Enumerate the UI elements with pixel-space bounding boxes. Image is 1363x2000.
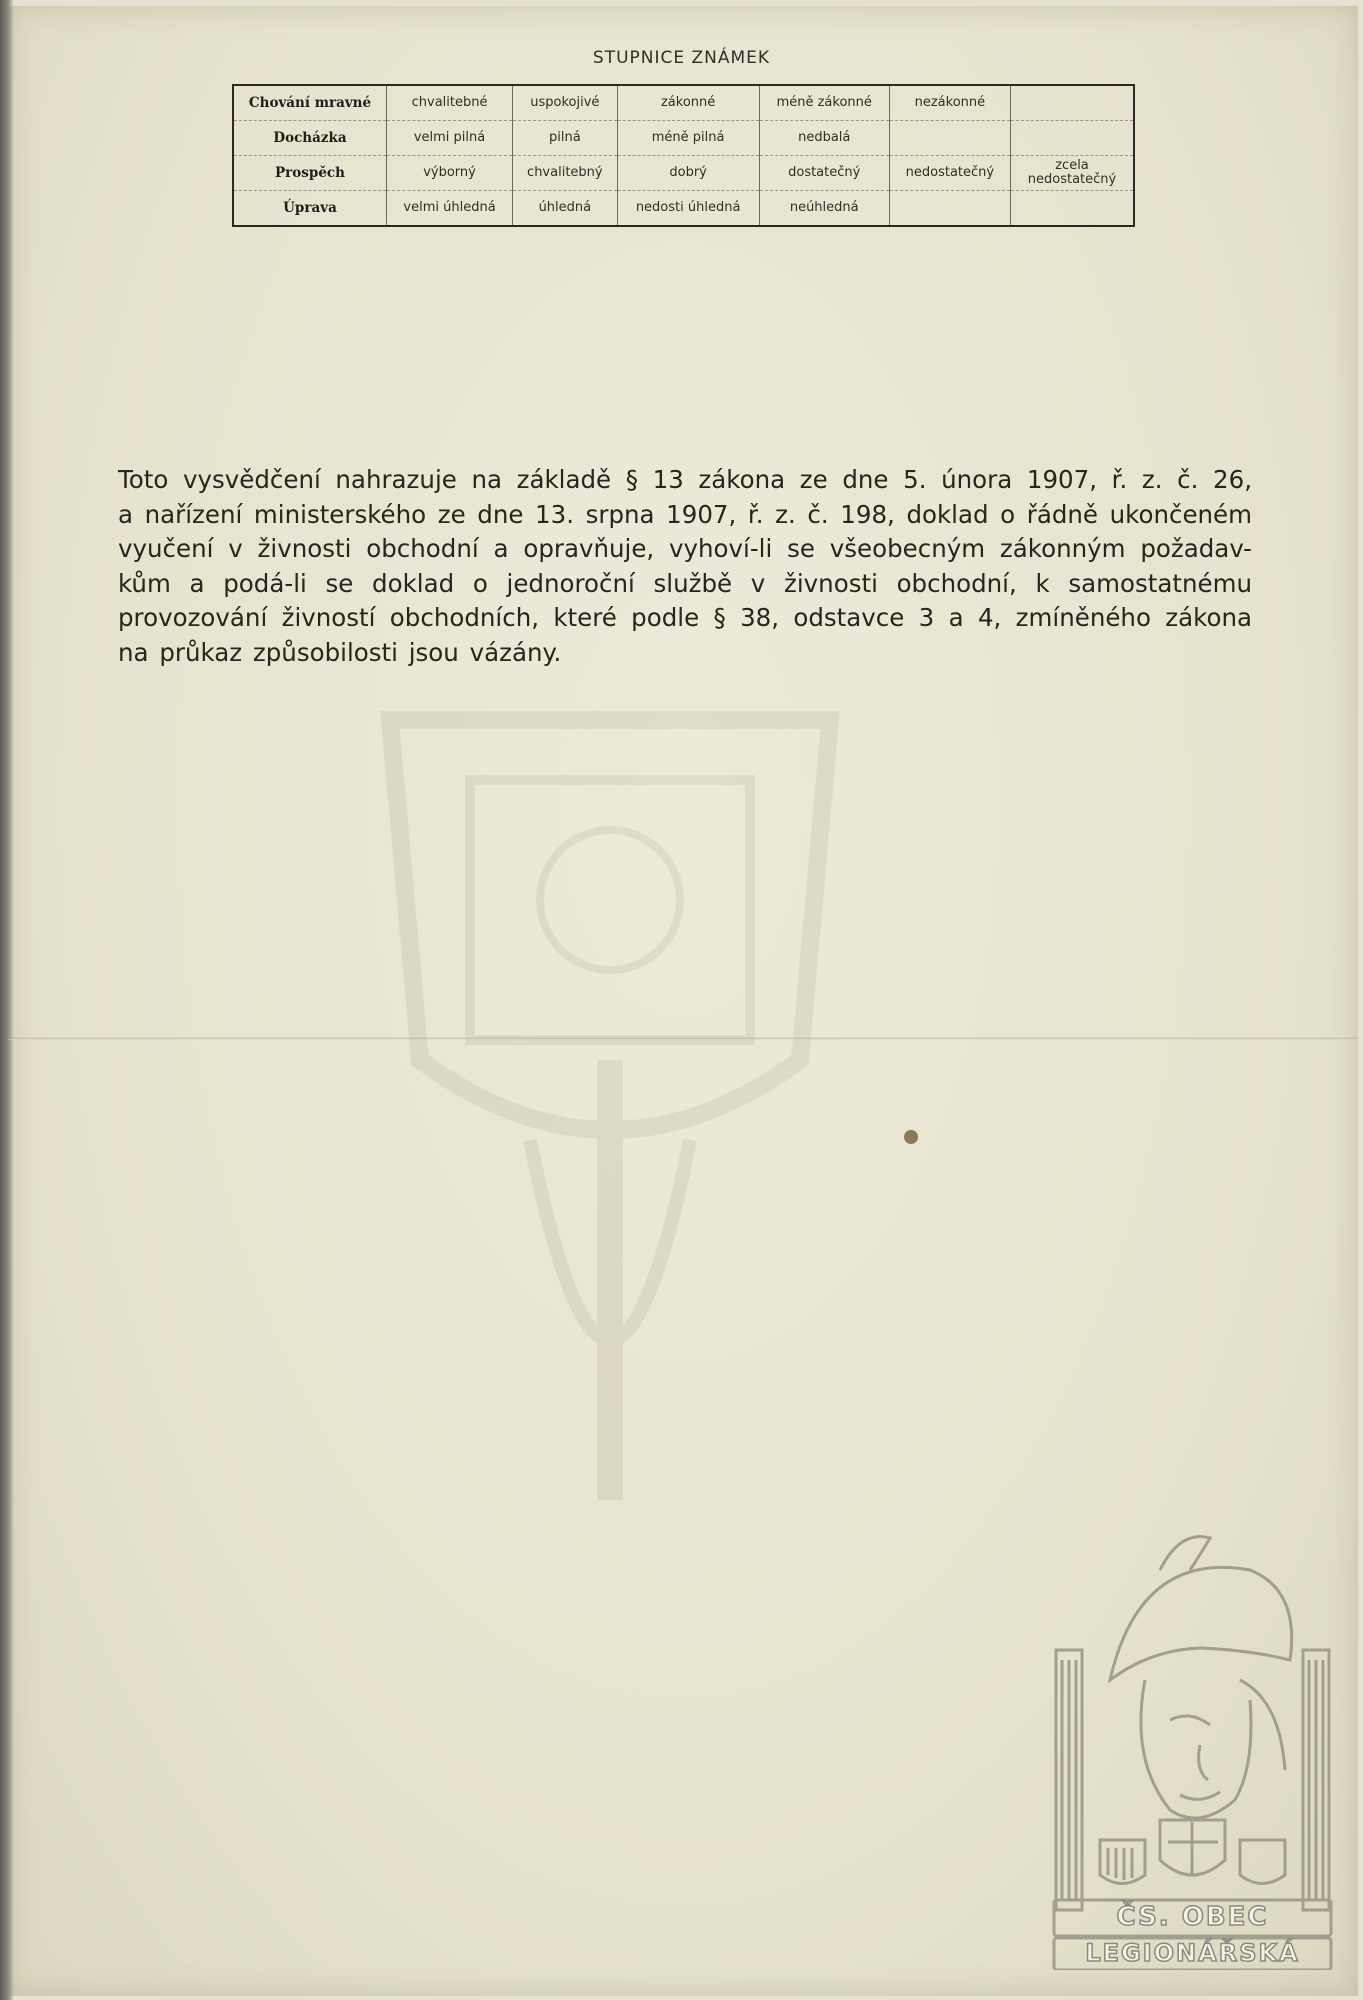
grade-cell — [889, 191, 1010, 227]
certificate-paragraph — [118, 463, 1252, 670]
grade-cell: velmi úhledná — [387, 191, 513, 227]
grade-row — [233, 121, 1134, 156]
grade-cell: velmi pilná — [387, 121, 513, 156]
grade-row-label: Chování mravné — [233, 85, 387, 121]
grade-cell — [1011, 191, 1135, 227]
grade-cell — [1011, 121, 1135, 156]
grade-cell: zcela nedostatečný — [1011, 156, 1135, 191]
grade-cell — [889, 121, 1010, 156]
grade-cell: dostatečný — [759, 156, 889, 191]
paper-stain — [904, 1130, 918, 1144]
grade-scale-table — [232, 84, 1135, 227]
paragraph-line: kům a podá-li se doklad o jednoroční službě v živnosti obchodní, k samostatnému — [118, 568, 1252, 598]
grade-row — [233, 156, 1134, 191]
grade-row-label: Docházka — [233, 121, 387, 156]
paragraph-line: a nařízení ministerského ze dne 13. srpna 1907, ř. z. č. 198, doklad o řádně ukončeném — [118, 499, 1252, 529]
grade-cell: chvalitebný — [513, 156, 617, 191]
grade-row-label: Úprava — [233, 191, 387, 227]
background-emblem-watermark — [330, 640, 890, 1540]
grade-cell: nedosti úhledná — [617, 191, 759, 227]
grade-cell: uspokojivé — [513, 85, 617, 121]
paragraph-line: provozování živností obchodních, které podle § 38, odstavce 3 a 4, zmíněného zákona — [118, 603, 1252, 632]
grade-row — [233, 85, 1134, 121]
grade-cell — [1011, 85, 1135, 121]
stamp-text-bottom: LEGIONÁŘSKÁ — [1085, 1939, 1300, 1967]
legion-embossed-stamp — [1050, 1530, 1335, 1970]
paragraph-line: na průkaz způsobilosti jsou vázány. — [118, 637, 562, 667]
page-edge-shadow — [0, 0, 14, 2000]
page-fold-line — [8, 1037, 1358, 1040]
grade-cell: chvalitebné — [387, 85, 513, 121]
grade-scale-title: STUPNICE ZNÁMEK — [592, 48, 771, 68]
grade-cell: výborný — [387, 156, 513, 191]
grade-cell: méně zákonné — [759, 85, 889, 121]
grade-cell: pilná — [513, 121, 617, 156]
grade-cell: neúhledná — [759, 191, 889, 227]
grade-cell: méně pilná — [617, 121, 759, 156]
grade-cell: nezákonné — [889, 85, 1010, 121]
grade-cell: nedostatečný — [889, 156, 1010, 191]
grade-cell: dobrý — [617, 156, 759, 191]
grade-row-label: Prospěch — [233, 156, 387, 191]
stamp-text-top: ČS. OBEC — [1116, 1902, 1269, 1932]
paragraph-line: vyučení v živnosti obchodní a opravňuje, vyhoví-li se všeobecným zákonným požadav- — [118, 534, 1252, 563]
grade-row — [233, 191, 1134, 227]
grade-cell: zákonné — [617, 85, 759, 121]
grade-cell: nedbalá — [759, 121, 889, 156]
paragraph-line: Toto vysvědčení nahrazuje na základě § 13 zákona ze dne 5. února 1907, ř. z. č. 26, — [118, 465, 1252, 494]
grade-cell: úhledná — [513, 191, 617, 227]
